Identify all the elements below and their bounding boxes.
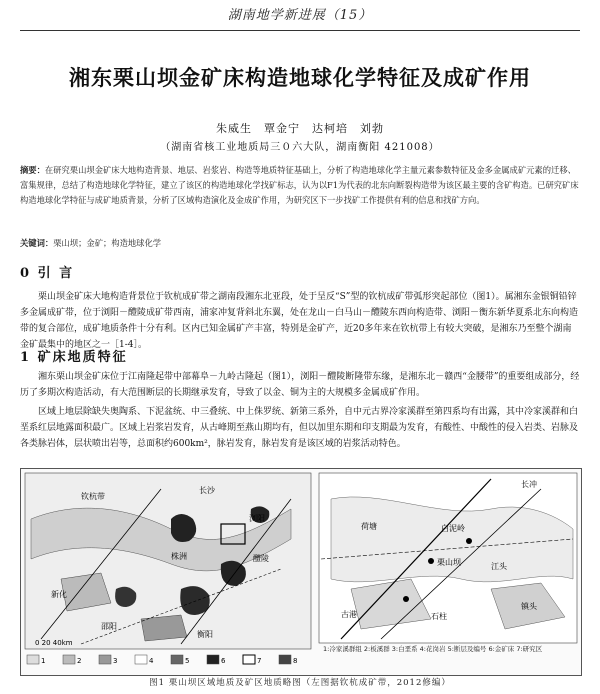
map-label-hengyang: 衡阳	[197, 630, 213, 639]
geology-paragraph-1: 湘东栗山坝金矿床位于江南隆起带中部幕阜－九岭古隆起（图1），浏阳－醴陵断隆带东缘，是湘东北－赣西“金腰带”的重要组成部分，经历了多期次构造活动，有大范围断层的长期继承发育，导致了以金、铜为主的大规模多金属成矿作用。	[20, 372, 580, 398]
map-label-shaoyang: 邵阳	[101, 622, 117, 631]
section-heading-intro: 0 引 言	[20, 266, 75, 281]
legend-5: 5	[185, 657, 190, 665]
map-label-liling: 醴陵	[253, 554, 269, 563]
figure-caption: 图1 栗山坝区域地质及矿区地质略图（左图据钦杭成矿带，2012修编）	[149, 678, 451, 688]
deposit-label-bainiling: 白泥岭	[441, 524, 465, 533]
abstract	[20, 163, 580, 208]
running-header: 湖南地学新进展（15）	[227, 8, 373, 23]
legend-2: 2	[77, 657, 82, 665]
deposit-map-legend: 1:冷家溪群组 2:板溪群 3:白垩系 4:花岗岩 5:断层及编号 6:金矿床 7:研究区	[323, 645, 543, 653]
deposit-label-changchong: 长冲	[521, 480, 537, 489]
regional-legend	[27, 655, 297, 665]
legend-4: 4	[149, 657, 154, 665]
map-label-liuyang: 浏阳	[249, 514, 265, 523]
authors: 朱威生 覃金宁 达柯培 刘勃	[216, 122, 384, 135]
keywords-text: 栗山坝；金矿；构造地球化学	[53, 238, 162, 248]
deposit-label-lishanba: 栗山坝	[437, 558, 461, 567]
deposit-label-jiangtou: 江头	[491, 562, 507, 571]
deposit-label-zhentou: 镇头	[521, 602, 537, 611]
keywords	[20, 237, 580, 249]
deposit-label-shizhu: 石柱	[431, 612, 447, 621]
regional-map	[25, 473, 311, 649]
legend-1: 1	[41, 657, 46, 665]
map-label-changsha: 长沙	[199, 486, 215, 495]
article-title: 湘东栗山坝金矿床构造地球化学特征及成矿作用	[69, 65, 531, 90]
legend-8: 8	[293, 657, 298, 665]
legend-3: 3	[113, 657, 118, 665]
geologic-maps-figure	[21, 469, 581, 675]
figure-1	[20, 468, 582, 676]
section-heading-geology: 1 矿床地质特征	[20, 350, 128, 365]
legend-6: 6	[221, 657, 226, 665]
map-label-zhuzhou: 株洲	[171, 552, 187, 561]
legend-7: 7	[257, 657, 262, 665]
affiliation: （湖南省核工业地质局三０六大队，湖南衡阳 421008）	[160, 142, 440, 153]
geology-paragraph-2: 区域上地层除缺失奥陶系、下泥盆统、中三叠统、中上侏罗统、新第三系外，自中元古界冷家溪群至第四系均有出露，其中冷家溪群和白垩系红层地露面积最广。区域上岩浆岩发育，从古峰期至燕山期均有，但以加里东期和印支期最为发育，有酸性、中酸性的侵入岩类、岩脉及各类脉岩体，层状喷出岩等，总面积约600km²，脉岩发育，脉岩发育是该区域的岩浆活动特色。	[20, 407, 579, 449]
deposit-map	[319, 473, 577, 643]
keywords-label: 关键词：	[20, 238, 54, 248]
intro-paragraph: 栗山坝金矿床大地构造背景位于钦杭成矿带之湖南段湘东北亚段，处于呈反“S”型的钦杭成矿带弧形突起部位（图1）。属湘东金银铜铅锌多金属成矿带，位于浏阳－醴陵成矿带西南，浦家冲复背斜北东翼，处在龙山－白马山－醴陵东西向构造带、浏阳－衡东新华夏系北东向构造带的复合部位，成矿地质条件十分有利。区内已知金属矿产丰富，特别是金矿产，近20多年来在钦杭带上有较大突破，是湘东乃至整个湖南金矿最集中的地区之一［1-4］。	[20, 292, 579, 350]
abstract-label: 摘要：	[20, 165, 45, 175]
scale-bar-text: 0 20 40km	[35, 639, 73, 647]
map-label-xinhua: 新化	[51, 590, 67, 599]
header-divider	[20, 30, 580, 31]
map-label-belt: 钦杭带	[81, 492, 105, 501]
deposit-label-gugang: 古港	[341, 610, 357, 619]
abstract-text: 在研究栗山坝金矿床大地构造背景、地层、岩浆岩、构造等地质特征基础上，分析了构造地球化学主量元素参数特征及金多金属成矿元素的迁移、富集规律，总结了构造地球化学特征，建立了该区的构造地球化学找矿标志，认为以F1为代表的北东向断裂构造带为该区最主要的含矿构造。已研究矿床构造地球化学特征与成矿地质背景，分析了区域构造演化及金成矿作用，为研究区下一步找矿工作提供有利的信息和找矿方向。	[20, 165, 579, 205]
deposit-label-hetang: 荷塘	[361, 522, 377, 531]
